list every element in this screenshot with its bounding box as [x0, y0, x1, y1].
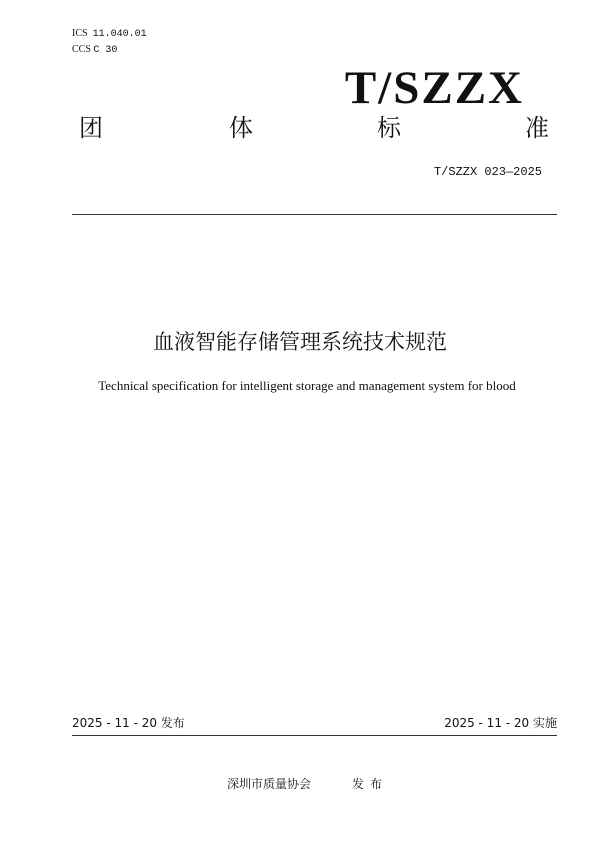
implement-date: 2025 - 11 - 20 实施: [444, 716, 557, 730]
bottom-divider: [72, 735, 557, 736]
standard-type-char: 标: [377, 114, 401, 142]
publish-label: 发布: [352, 777, 389, 791]
ics-code: 11.040.01: [92, 29, 147, 40]
organization-code: T/SZZX: [344, 62, 524, 114]
ics-label: ICS: [72, 28, 88, 39]
ccs-label: CCS: [72, 44, 91, 55]
top-divider: [72, 214, 557, 215]
issue-date: 2025 - 11 - 20 发布: [72, 716, 185, 730]
publisher: 深圳市质量协会: [227, 777, 312, 791]
standard-type-char: 体: [229, 114, 253, 142]
standard-type-char: 团: [79, 114, 103, 142]
ccs-code: C 30: [93, 45, 118, 56]
ics-line: [72, 28, 147, 41]
standard-number: T/SZZX 023—2025: [433, 165, 542, 179]
ccs-line: [72, 44, 117, 57]
title-english: Technical specification for intelligent storage and management system for blood: [98, 378, 516, 393]
standard-type-char: 准: [525, 114, 549, 142]
title-chinese: 血液智能存储管理系统技术规范: [153, 330, 447, 354]
